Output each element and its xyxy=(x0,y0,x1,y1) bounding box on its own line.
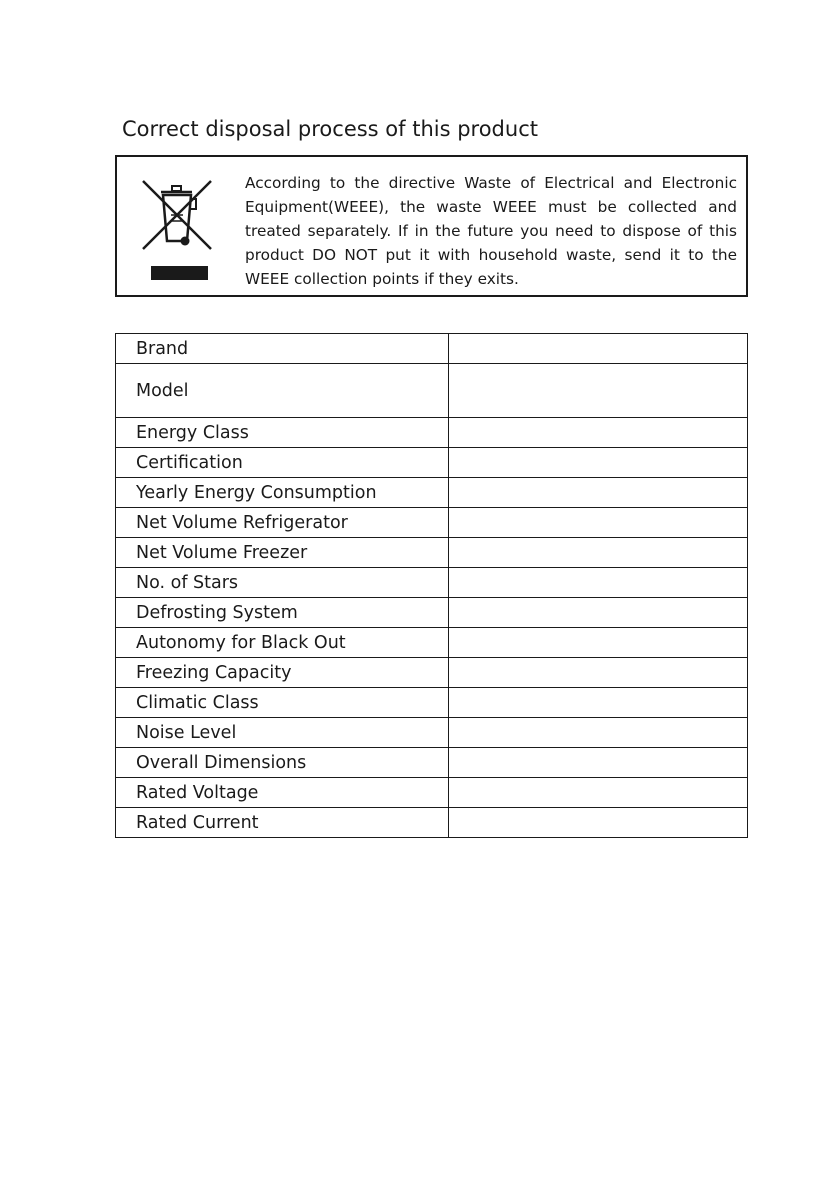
page-title: Correct disposal process of this product xyxy=(122,117,538,141)
spec-label: Model xyxy=(116,364,449,418)
spec-row-energy-class xyxy=(116,418,748,448)
spec-table xyxy=(115,333,748,838)
spec-row-net-volume-refrigerator xyxy=(116,508,748,538)
spec-value xyxy=(449,448,748,478)
spec-row-rated-current xyxy=(116,808,748,838)
spec-label: Net Volume Refrigerator xyxy=(116,508,449,538)
spec-row-net-volume-freezer xyxy=(116,538,748,568)
spec-row-climatic-class xyxy=(116,688,748,718)
weee-notice-box xyxy=(115,155,748,297)
spec-value xyxy=(449,334,748,364)
spec-value xyxy=(449,628,748,658)
spec-label: Yearly Energy Consumption xyxy=(116,478,449,508)
spec-label: Certification xyxy=(116,448,449,478)
spec-row-brand xyxy=(116,334,748,364)
spec-row-overall-dimensions xyxy=(116,748,748,778)
spec-label: Rated Voltage xyxy=(116,778,449,808)
spec-value xyxy=(449,658,748,688)
spec-row-no-of-stars xyxy=(116,568,748,598)
spec-row-freezing-capacity xyxy=(116,658,748,688)
spec-label: Overall Dimensions xyxy=(116,748,449,778)
spec-label: Brand xyxy=(116,334,449,364)
spec-value xyxy=(449,538,748,568)
spec-value xyxy=(449,478,748,508)
spec-value xyxy=(449,688,748,718)
spec-label: Climatic Class xyxy=(116,688,449,718)
spec-row-model xyxy=(116,364,748,418)
spec-label: Autonomy for Black Out xyxy=(116,628,449,658)
spec-row-defrosting-system xyxy=(116,598,748,628)
spec-value xyxy=(449,748,748,778)
spec-value xyxy=(449,508,748,538)
spec-value xyxy=(449,364,748,418)
spec-value xyxy=(449,778,748,808)
spec-row-rated-voltage xyxy=(116,778,748,808)
spec-label: No. of Stars xyxy=(116,568,449,598)
spec-label: Noise Level xyxy=(116,718,449,748)
spec-row-yearly-energy-consumption xyxy=(116,478,748,508)
spec-label: Energy Class xyxy=(116,418,449,448)
spec-label: Defrosting System xyxy=(116,598,449,628)
spec-value xyxy=(449,808,748,838)
spec-row-noise-level xyxy=(116,718,748,748)
spec-row-certification xyxy=(116,448,748,478)
spec-label: Freezing Capacity xyxy=(116,658,449,688)
weee-notice-text: According to the directive Waste of Electrical and Electronic Equipment(WEEE), the waste WEEE must be collected and treated separately. If in the future you need to dispose of this product DO NOT put it with household waste, send it to the WEEE collection points if they exits. xyxy=(245,174,737,288)
spec-label: Net Volume Freezer xyxy=(116,538,449,568)
spec-row-autonomy-for-black-out xyxy=(116,628,748,658)
spec-label: Rated Current xyxy=(116,808,449,838)
crossed-out-wheelie-bin-icon xyxy=(139,175,215,285)
spec-value xyxy=(449,718,748,748)
spec-value xyxy=(449,418,748,448)
spec-value xyxy=(449,598,748,628)
spec-value xyxy=(449,568,748,598)
